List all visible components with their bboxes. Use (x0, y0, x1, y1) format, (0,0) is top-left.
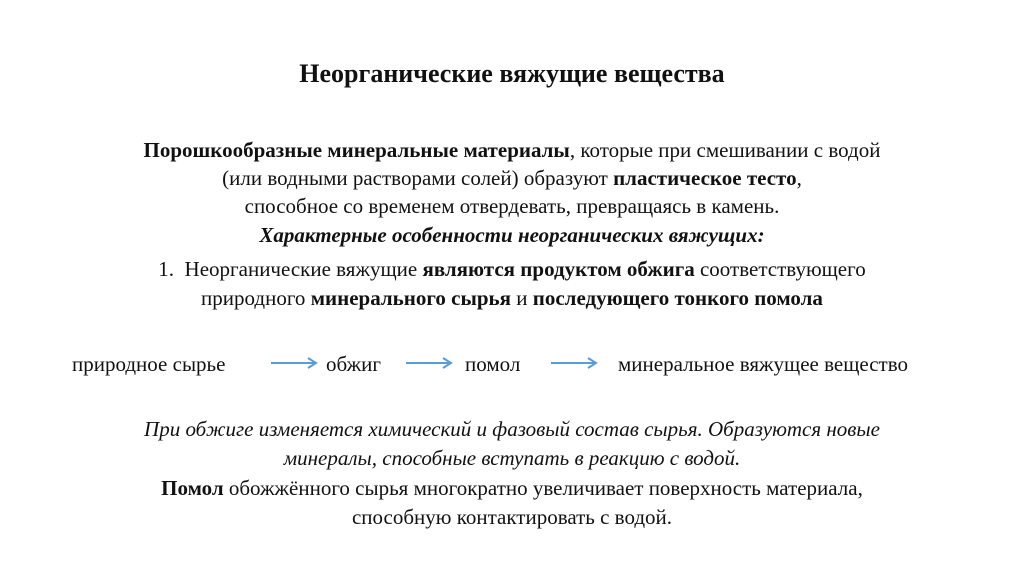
feature-1-part-4: и (511, 286, 533, 310)
flow-step-binder: минеральное вяжущее вещество (618, 352, 908, 376)
firing-note-line-1: При обжиге изменяется химический и фазовый состав сырья. Образуются новые (144, 417, 880, 441)
grinding-line-1 (0, 475, 1024, 501)
feature-1-bold-1: являются продуктом обжига (422, 257, 695, 281)
feature-1-bold-2: минерального сырья (310, 286, 511, 310)
flow-step-raw-material: природное сырье (72, 352, 226, 376)
grinding-term: Помол (161, 476, 224, 500)
feature-1-number: 1. (158, 257, 175, 281)
feature-1-line-2 (0, 285, 1024, 311)
feature-1-bold-3: последующего тонкого помола (532, 286, 823, 310)
flow-arrow-1-icon (270, 356, 320, 370)
slide-title: Неорганические вяжущие вещества (299, 59, 725, 88)
flow-arrow-3-icon (550, 356, 600, 370)
feature-1-part-3: природного (201, 286, 311, 310)
grinding-text-1: обожжённого сырья многократно увеличивает поверхность материала, (223, 476, 863, 500)
flow-step-grinding: помол (465, 352, 521, 376)
feature-1-part-1: Неорганические вяжущие (184, 257, 423, 281)
definition-text-1: , которые при смешивании с водой (569, 138, 881, 162)
feature-1-line-1 (0, 256, 1024, 282)
feature-1-part-2: соответствующего (694, 257, 866, 281)
flow-step-firing: обжиг (326, 352, 382, 376)
flow-arrow-2-icon (405, 356, 455, 370)
definition-text-2: (или водными растворами солей) образуют (222, 166, 614, 190)
definition-line-3: способное со временем отвердевать, превращаясь в камень. (244, 194, 780, 218)
grinding-line-2: способную контактировать с водой. (351, 505, 673, 529)
firing-note-line-2: минералы, способные вступать в реакцию с водой. (283, 446, 741, 470)
definition-text-3: , (796, 166, 802, 190)
definition-term: Порошкообразные минеральные материалы (143, 138, 570, 162)
features-heading: Характерные особенности неорганических вяжущих: (259, 223, 765, 247)
definition-line-2 (0, 165, 1024, 191)
definition-line-1 (0, 137, 1024, 163)
definition-highlight: пластическое тесто (613, 166, 797, 190)
